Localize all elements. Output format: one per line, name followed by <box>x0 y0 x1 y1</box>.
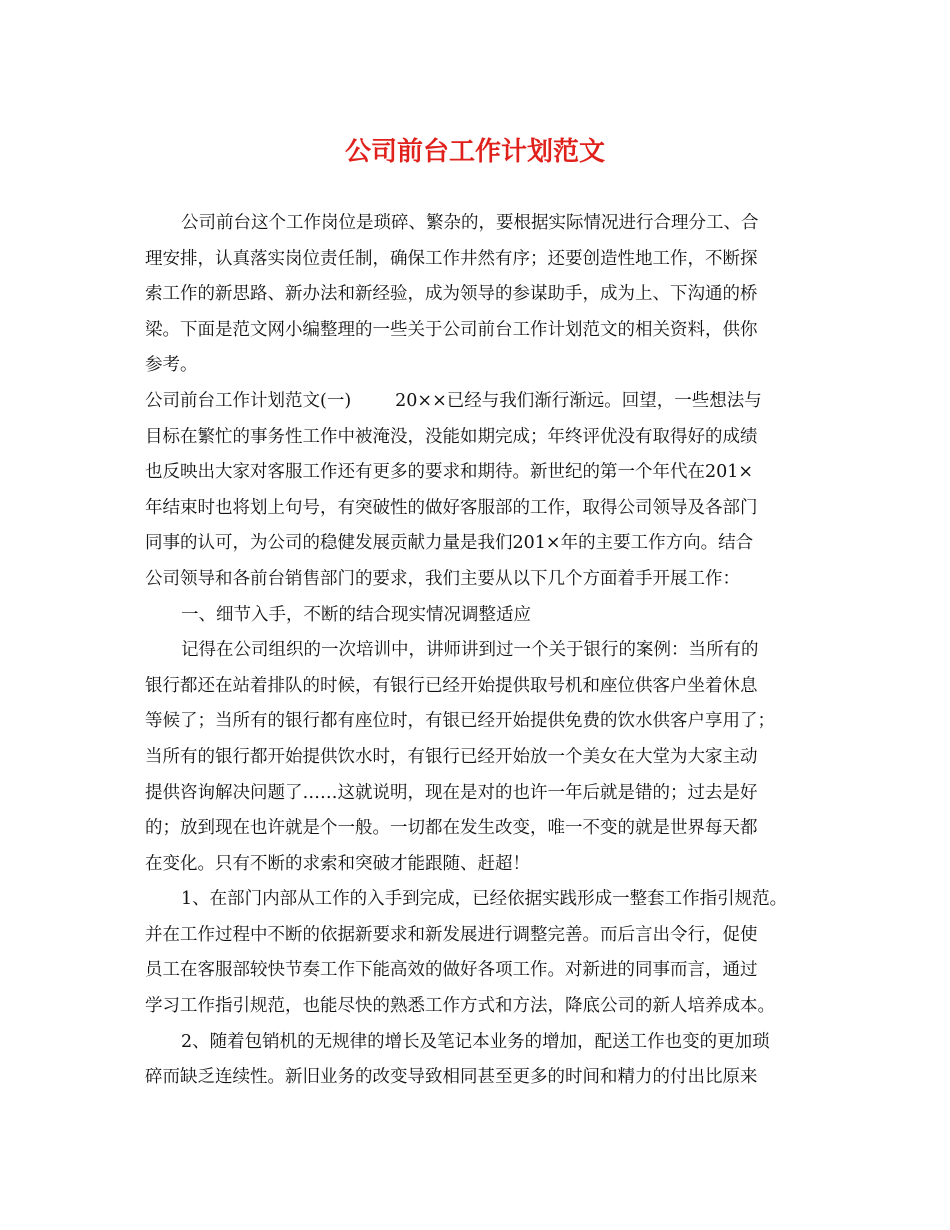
body-line: 年结束时也将划上句号，有突破性的做好客服部的工作，取得公司领导及各部门 <box>145 497 758 518</box>
body-line: 在变化。只有不断的求索和突破才能跟随、赶超！ <box>145 853 530 874</box>
body-line: 并在工作过程中不断的依据新要求和新发展进行调整完善。而后言出令行，促使 <box>145 924 758 945</box>
body-line: 当所有的银行都开始提供饮水时，有银行已经开始放一个美女在大堂为大家主动 <box>145 746 758 767</box>
subheading: 一、细节入手，不断的结合现实情况调整适应 <box>181 604 531 625</box>
body-line: 梁。下面是范文网小编整理的一些关于公司前台工作计划范文的相关资料，供你 <box>145 319 758 340</box>
body-line: 公司前台这个工作岗位是琐碎、繁杂的，要根据实际情况进行合理分工、合 <box>181 213 759 233</box>
body-line: 索工作的新思路、新办法和新经验，成为领导的参谋助手，成为上、下沟通的桥 <box>145 284 758 305</box>
body-line-continuation: 20××已经与我们渐行渐远。回望，一些想法与 <box>395 390 762 411</box>
document-title: 公司前台工作计划范文 <box>344 137 605 167</box>
document-body <box>145 206 817 1096</box>
body-line: 也反映出大家对客服工作还有更多的要求和期待。新世纪的第一个年代在201× <box>145 462 754 483</box>
body-line: 公司领导和各前台销售部门的要求，我们主要从以下几个方面着手开展工作： <box>145 568 740 589</box>
body-line: 同事的认可，为公司的稳健发展贡献力量是我们201×年的主要工作方向。结合 <box>145 533 754 554</box>
body-line: 目标在繁忙的事务性工作中被淹没，没能如期完成；年终评优没有取得好的成绩 <box>145 426 758 447</box>
body-line: 学习工作指引规范，也能尽快的熟悉工作方式和方法，降底公司的新人培养成本。 <box>145 996 775 1017</box>
body-line: 参考。 <box>145 355 198 376</box>
body-line: 理安排，认真落实岗位责任制，确保工作井然有序；还要创造性地工作，不断探 <box>145 248 758 269</box>
section-heading-line <box>145 384 817 420</box>
section-heading: 公司前台工作计划范文(一) <box>145 390 352 411</box>
body-line: 银行都还在站着排队的时候，有银行已经开始提供取号机和座位供客户坐着休息 <box>145 675 758 696</box>
body-line: 员工在客服部较快节奏工作下能高效的做好各项工作。对新进的同事而言，通过 <box>145 960 758 981</box>
body-line: 1、在部门内部从工作的入手到完成，已经依据实践形成一整套工作指引规范。 <box>181 889 788 910</box>
body-line: 2、随着包销机的无规律的增长及笔记本业务的增加，配送工作也变的更加琐 <box>181 1031 770 1052</box>
body-line: 碎而缺乏连续性。新旧业务的改变导致相同甚至更多的时间和精力的付出比原来 <box>145 1067 758 1088</box>
body-line: 记得在公司组织的一次培训中，讲师讲到过一个关于银行的案例：当所有的 <box>181 640 759 661</box>
body-line: 的；放到现在也许就是个一般。一切都在发生改变，唯一不变的就是世界每天都 <box>145 818 758 839</box>
body-line: 等候了；当所有的银行都有座位时，有银已经开始提供免费的饮水供客户享用了； <box>145 711 775 732</box>
body-line: 提供咨询解决问题了……这就说明，现在是对的也许一年后就是错的；过去是好 <box>145 782 758 803</box>
